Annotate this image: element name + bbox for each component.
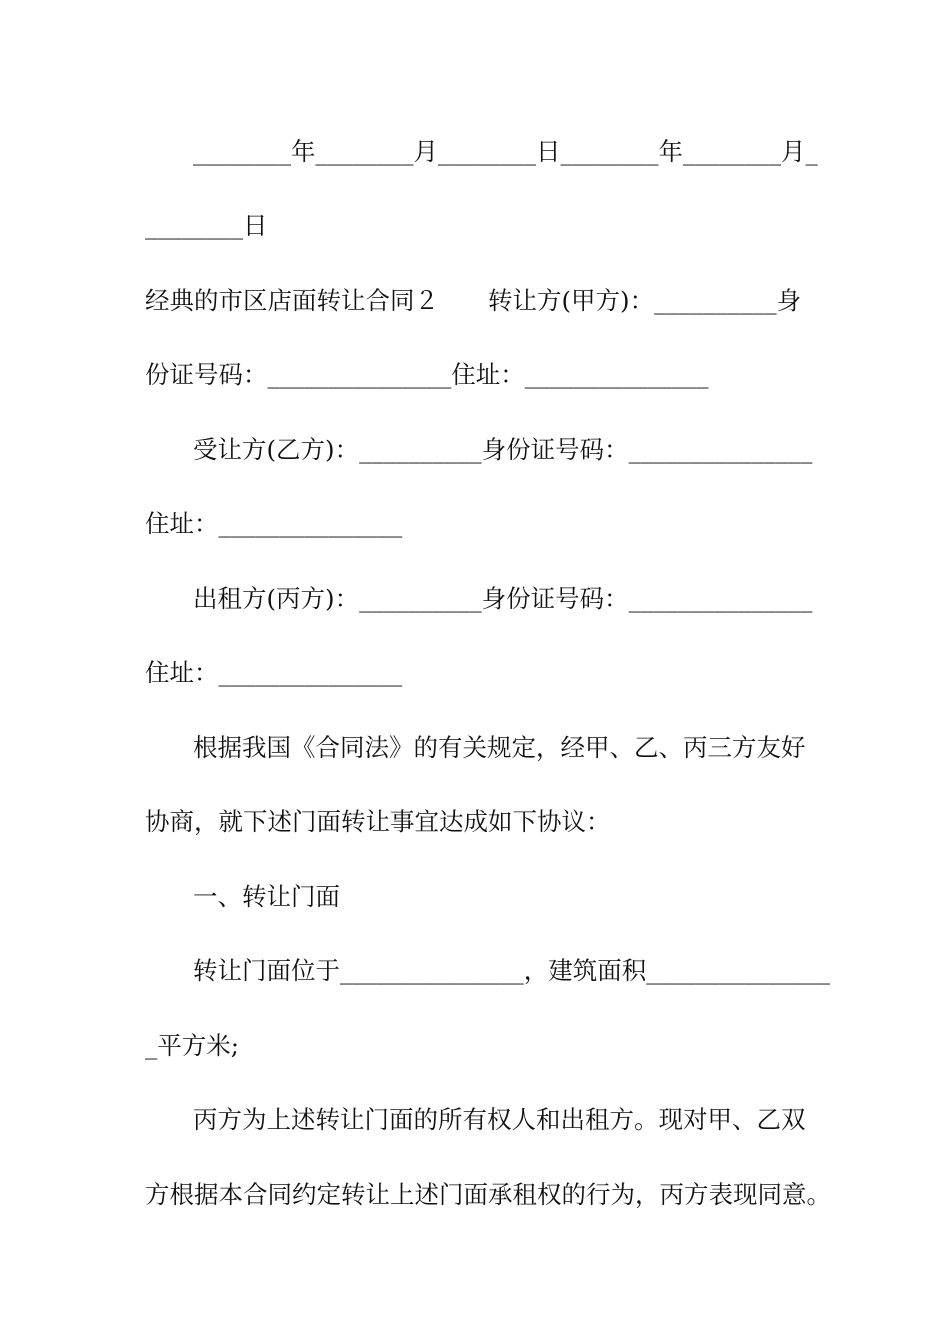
lessor-line: 出租方(丙方)：__________身份证号码：_______________ xyxy=(193,584,813,613)
consent-line-2: 方根据本合同约定转让上述门面承租权的行为，丙方表现同意。 xyxy=(145,1180,831,1209)
lessor-address-line: 住址：_______________ xyxy=(145,658,403,687)
transferee-line: 受让方(乙方)：__________身份证号码：_______________ xyxy=(193,435,813,464)
transferee-address-line: 住址：_______________ xyxy=(145,509,403,538)
date-range-line-cont: ________日 xyxy=(145,211,268,240)
consent-line-1: 丙方为上述转让门面的所有权人和出租方。现对甲、乙双 xyxy=(193,1105,806,1134)
transferor-id-address-line: 份证号码：_______________住址：_______________ xyxy=(145,360,709,389)
preamble-line-2: 协商，就下述门面转让事宜达成如下协议： xyxy=(145,807,611,836)
location-area-line: 转让门面位于_______________，建筑面积_______________ xyxy=(193,956,830,985)
contract-title-transferor-line: 经典的市区店面转让合同２ 转让方(甲方)：__________身 xyxy=(145,286,802,315)
section-heading: 一、转让门面 xyxy=(193,882,340,911)
preamble-line-1: 根据我国《合同法》的有关规定，经甲、乙、丙三方友好 xyxy=(193,733,806,762)
date-range-line: ________年________月________日________年________月_ xyxy=(193,137,818,166)
area-unit-line: _平方米; xyxy=(145,1031,240,1060)
